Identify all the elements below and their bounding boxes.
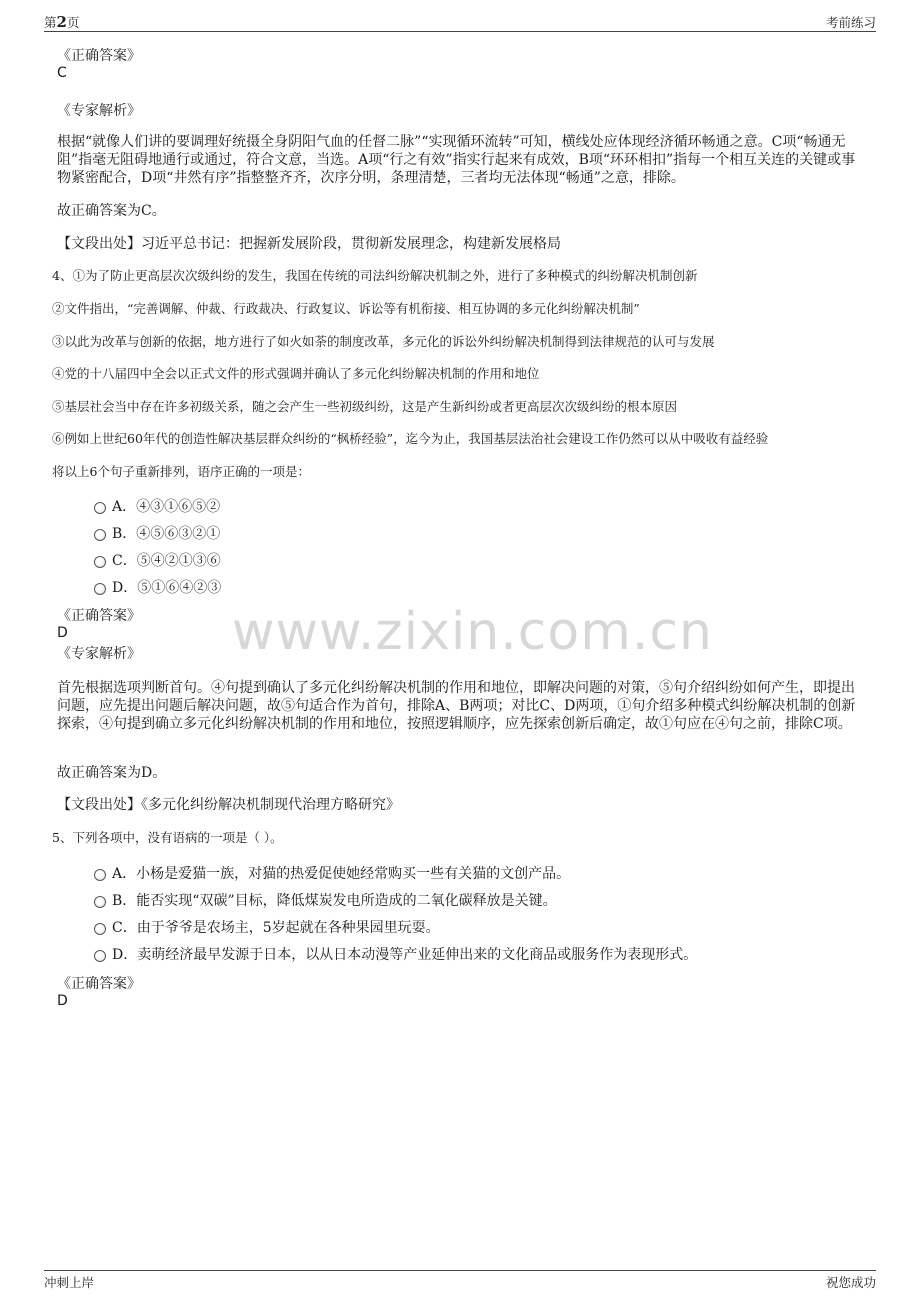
q3-analysis: 根据“就像人们讲的要调理好统摄全身阴阳气血的任督二脉”“实现循环流转”可知，横线处应体现经济循环畅通之意。C项“畅通无阻”指毫无阻碍地通行或通过，符合文意，当选。A项“行之有效”指实行起来有成效，B项“环环相扣”指每一个相互关连的关键或事物紧密配合，D项“井然有序”指整整齐齐，次序分明，条理清楚，三者均无法体现“畅通”之意，排除。	[57, 134, 856, 186]
q5-option-c[interactable]: C．由于爷爷是农场主，5岁起就在各种果园里玩耍。	[94, 919, 440, 937]
page-number: 第2页	[44, 13, 80, 31]
q4-stem-line: ⑥例如上世纪60年代的创造性解决基层群众纠纷的“枫桥经验”，迄今为止，我国基层法治社会建设工作仍然可以从中吸收有益经验	[52, 431, 769, 446]
q4-question: 将以上6个句子重新排列，语序正确的一项是：	[52, 464, 310, 479]
q4-option-a[interactable]: A．④③①⑥⑤②	[94, 498, 220, 516]
q3-analysis-label: 《专家解析》	[57, 103, 141, 119]
footer-right: 祝您成功	[825, 1275, 876, 1290]
watermark: www.zixin.com.cn	[232, 602, 713, 662]
radio-icon[interactable]	[94, 923, 106, 935]
q4-conclusion: 故正确答案为D。	[57, 765, 167, 781]
radio-icon[interactable]	[94, 896, 106, 908]
radio-icon[interactable]	[94, 529, 106, 541]
radio-icon[interactable]	[94, 502, 106, 514]
q3-answer-label: 《正确答案》	[57, 48, 141, 64]
q4-stem-line: ⑤基层社会当中存在许多初级关系，随之会产生一些初级纠纷，这是产生新纠纷或者更高层次次级纠纷的根本原因	[52, 399, 678, 414]
q4-option-d[interactable]: D．⑤①⑥④②③	[94, 579, 221, 597]
page-header	[44, 13, 876, 32]
q4-option-b[interactable]: B．④⑤⑥③②①	[94, 525, 220, 543]
radio-icon[interactable]	[94, 556, 106, 568]
q3-conclusion: 故正确答案为C。	[57, 203, 166, 219]
q5-stem: 5、下列各项中，没有语病的一项是（ ）。	[52, 830, 283, 845]
radio-icon[interactable]	[94, 583, 106, 595]
radio-icon[interactable]	[94, 950, 106, 962]
q5-answer-label: 《正确答案》	[57, 976, 141, 992]
q4-stem-line: ③以此为改革与创新的依据，地方进行了如火如荼的制度改革，多元化的诉讼外纠纷解决机制得到法律规范的认可与发展	[52, 334, 715, 349]
q3-answer: C	[57, 65, 67, 81]
q5-option-d[interactable]: D．卖萌经济最早发源于日本，以从日本动漫等产业延伸出来的文化商品或服务作为表现形式。	[94, 946, 697, 964]
q4-answer-label: 《正确答案》	[57, 608, 141, 624]
q4-stem-line: ④党的十八届四中全会以正式文件的形式强调并确认了多元化纠纷解决机制的作用和地位	[52, 366, 540, 381]
header-title: 考前练习	[825, 15, 876, 30]
q4-answer: D	[57, 625, 68, 641]
q5-option-a[interactable]: A．小杨是爱猫一族，对猫的热爱促使她经常购买一些有关猫的文创产品。	[94, 865, 570, 883]
q4-stem-line: 4、①为了防止更高层次次级纠纷的发生，我国在传统的司法纠纷解决机制之外，进行了多种模式的纠纷解决机制创新	[52, 268, 698, 283]
q4-analysis-label: 《专家解析》	[57, 646, 141, 662]
q4-analysis: 首先根据选项判断首句。④句提到确认了多元化纠纷解决机制的作用和地位，即解决问题的对策，⑤句介绍纠纷如何产生，即提出问题，应先提出问题后解决问题，故⑤句适合作为首句，排除A、B两项；对比C、D两项，①句介绍多种模式纠纷解决机制的创新探索，④句提到确立多元化纠纷解决机制的作用和地位，按照逻辑顺序，应先探索创新后确定，故①句应在④句之前，排除C项。	[57, 680, 856, 732]
q4-stem-line: ②文件指出，“完善调解、仲裁、行政裁决、行政复议、诉讼等有机衔接、相互协调的多元化纠纷解决机制”	[52, 301, 640, 316]
page-footer	[44, 1270, 876, 1293]
q5-option-b[interactable]: B．能否实现“双碳”目标，降低煤炭发电所造成的二氧化碳释放是关键。	[94, 892, 557, 910]
q5-answer: D	[57, 993, 68, 1009]
q3-source: 【文段出处】习近平总书记：把握新发展阶段，贯彻新发展理念，构建新发展格局	[57, 236, 561, 252]
footer-left: 冲刺上岸	[44, 1275, 95, 1290]
radio-icon[interactable]	[94, 869, 106, 881]
q4-source: 【文段出处】《多元化纠纷解决机制现代治理方略研究》	[57, 797, 400, 813]
q4-option-c[interactable]: C．⑤④②①③⑥	[94, 552, 221, 570]
